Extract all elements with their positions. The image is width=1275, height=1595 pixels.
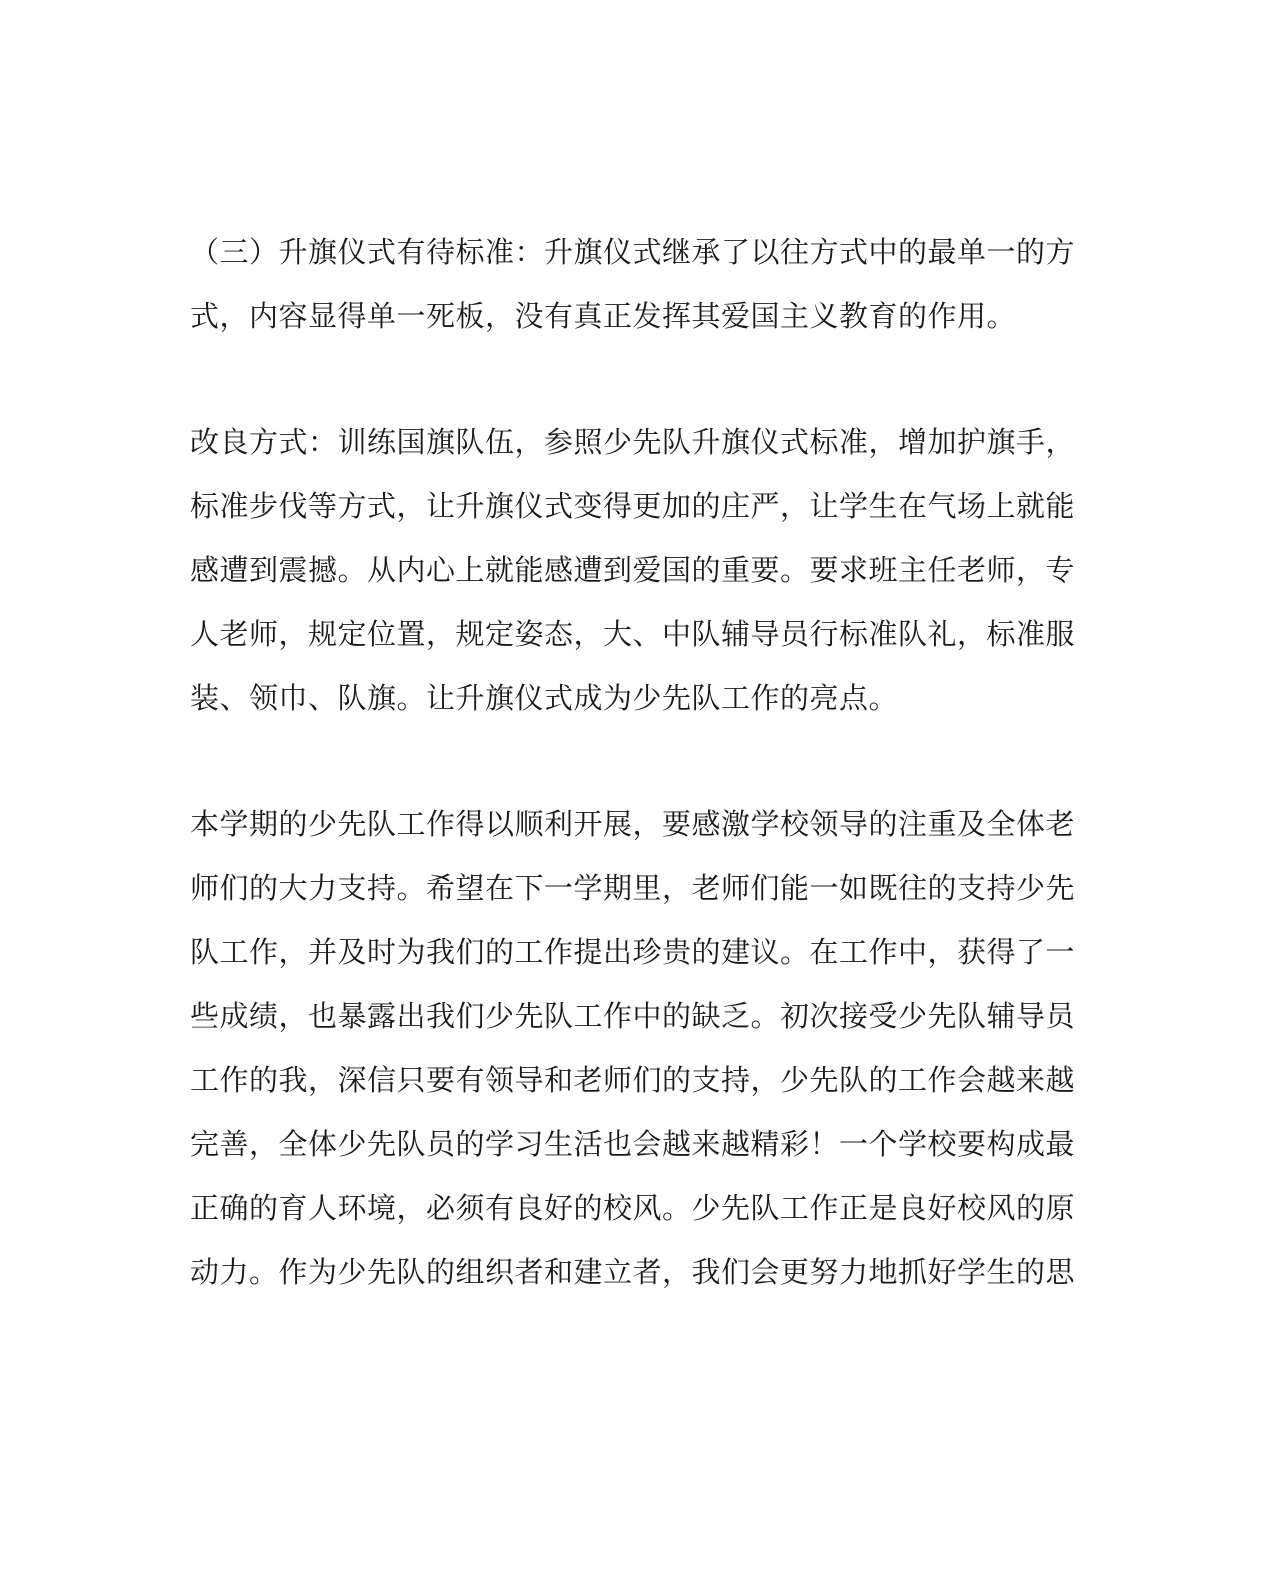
paragraph-line: 式，内容显得单一死板，没有真正发挥其爱国主义教育的作用。: [190, 299, 1017, 333]
paragraph-line: 正确的育人环境，必须有良好的校风。少先队工作正是良好校风的原: [190, 1191, 1076, 1225]
paragraph-semester-summary: [190, 792, 1076, 1304]
paragraph-line: 改良方式：训练国旗队伍，参照少先队升旗仪式标准，增加护旗手，: [190, 425, 1076, 459]
document-body: [190, 220, 1076, 1304]
paragraph-line: 队工作，并及时为我们的工作提出珍贵的建议。在工作中，获得了一: [190, 935, 1076, 969]
paragraph-improvement-method: [190, 410, 1076, 730]
paragraph-line: 装、领巾、队旗。让升旗仪式成为少先队工作的亮点。: [190, 681, 899, 715]
paragraph-spacer: [190, 730, 1060, 792]
paragraph-line: （三）升旗仪式有待标准：升旗仪式继承了以往方式中的最单一的方: [190, 235, 1076, 269]
paragraph-line: 感遭到震撼。从内心上就能感遭到爱国的重要。要求班主任老师，专: [190, 553, 1076, 587]
paragraph-line: 些成绩，也暴露出我们少先队工作中的缺乏。初次接受少先队辅导员: [190, 999, 1076, 1033]
paragraph-line: 工作的我，深信只要有领导和老师们的支持，少先队的工作会越来越: [190, 1063, 1076, 1097]
paragraph-line: 完善，全体少先队员的学习生活也会越来越精彩！一个学校要构成最: [190, 1127, 1076, 1161]
paragraph-flag-ceremony-issue: [190, 220, 1076, 348]
paragraph-line: 标准步伐等方式，让升旗仪式变得更加的庄严，让学生在气场上就能: [190, 489, 1076, 523]
paragraph-spacer: [190, 348, 1060, 410]
paragraph-line: 人老师，规定位置，规定姿态，大、中队辅导员行标准队礼，标准服: [190, 617, 1076, 651]
paragraph-line: 动力。作为少先队的组织者和建立者，我们会更努力地抓好学生的思: [190, 1255, 1076, 1289]
paragraph-line: 本学期的少先队工作得以顺利开展，要感激学校领导的注重及全体老: [190, 807, 1076, 841]
paragraph-line: 师们的大力支持。希望在下一学期里，老师们能一如既往的支持少先: [190, 871, 1076, 905]
